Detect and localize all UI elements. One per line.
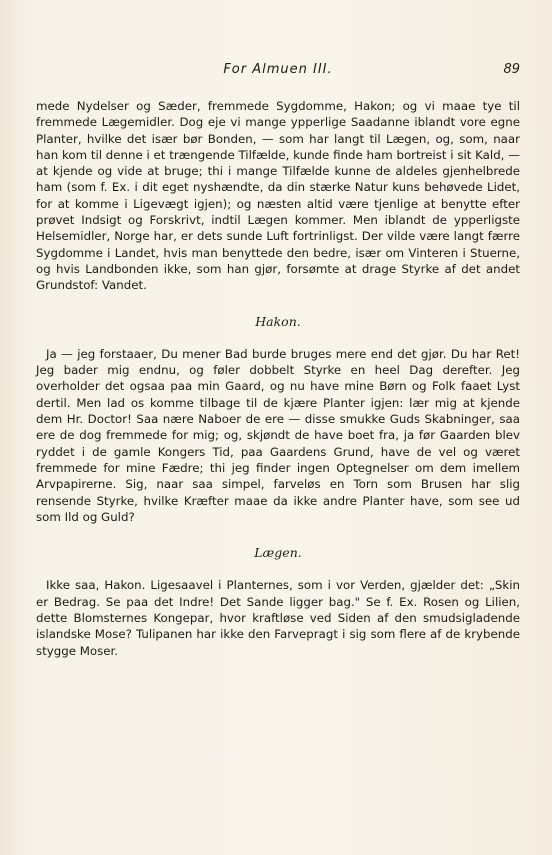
page-header [36,62,520,82]
paragraph-hakon: Ja — jeg forstaaer, Du mener Bad burde bruges mere end det gjør. Du har Ret! Jeg bader mig endnu, og føler dobbelt Styrke en heel Dag derefter. Jeg overholder det ogsaa paa min Gaard, og nu have mine Børn og Folk faaet Lyst dertil. Men lad os komme tilbage til de kjære Planter igjen: lær mig at kjende dem Hr. Doctor! Saa nære Naboer de ere — disse smukke Guds Skabninger, saa ere de dog fremmede for mig; og, skjøndt de have boet fra, ja før Gaarden blev ryddet i de gamle Kongers Tid, paa Gaardens Grund, have de vel og været fremmede for mine Fædre; thi jeg finder ingen Optegnelser om dem imellem Arvpapirerne. Sig, naar saa simpel, farveløs en Torn som Brusen har slig rensende Styrke, hvilke Kræfter maae da ikke andre Planter have, som see ud som Ild og Guld? [36,346,520,524]
body-text [36,98,520,659]
paragraph-laegen: Ikke saa, Hakon. Ligesaavel i Planternes, som i vor Verden, gjælder det: „Skin er Bedrag. Se paa det Indre! Det Sande ligger bag." Se f. Ex. Rosen og Lilien, dette Blomsternes Kongepar, hvor kraftløse ved Siden af den smudsigladende islandske Mose? Tulipanen har ikke den Farvepragt i sig som flere af de krybende stygge Moser. [36,578,520,658]
paragraph-doctor-continued: mede Nydelser og Sæder, fremmede Sygdomme, Hakon; og vi maae tye til fremmede Lægemidler. Dog eje vi mange ypperlige Saadanne iblandt vore egne Planter, hvilke det især bør Bonden, — som har langt til Lægen, og, som, naar han kom til denne i et trængende Tilfælde, kunde finde ham bortreist i sit Kald, — at kjende og vide at bruge; thi i mange Tilfælde kunne de aldeles gjenhelbrede ham (som f. Ex. i dit eget nyshændte, da din stærke Natur kuns behøvede Lidet, for at komme i Ligevægt igjen); og næsten altid være tjenlige at benytte efter prøvet Indsigt og Forskrivt, indtil Lægen kommer. Men iblandt de ypperligste Helsemidler, Norge har, er dets sunde Luft fortrinligst. Der vilde være langt færre Sygdomme i Landet, hvis man benyttede den bedre, især om Vinteren i Stuerne, og hvis Landbonden ikke, som han gjør, forsømte at drage Styrke af det andet Grundstof: Vandet. [36,99,520,293]
running-title: For Almuen III. [223,62,333,77]
speaker-hakon: Hakon. [255,313,301,329]
speaker-laegen: Lægen. [254,545,302,561]
page-number: 89 [503,62,520,77]
